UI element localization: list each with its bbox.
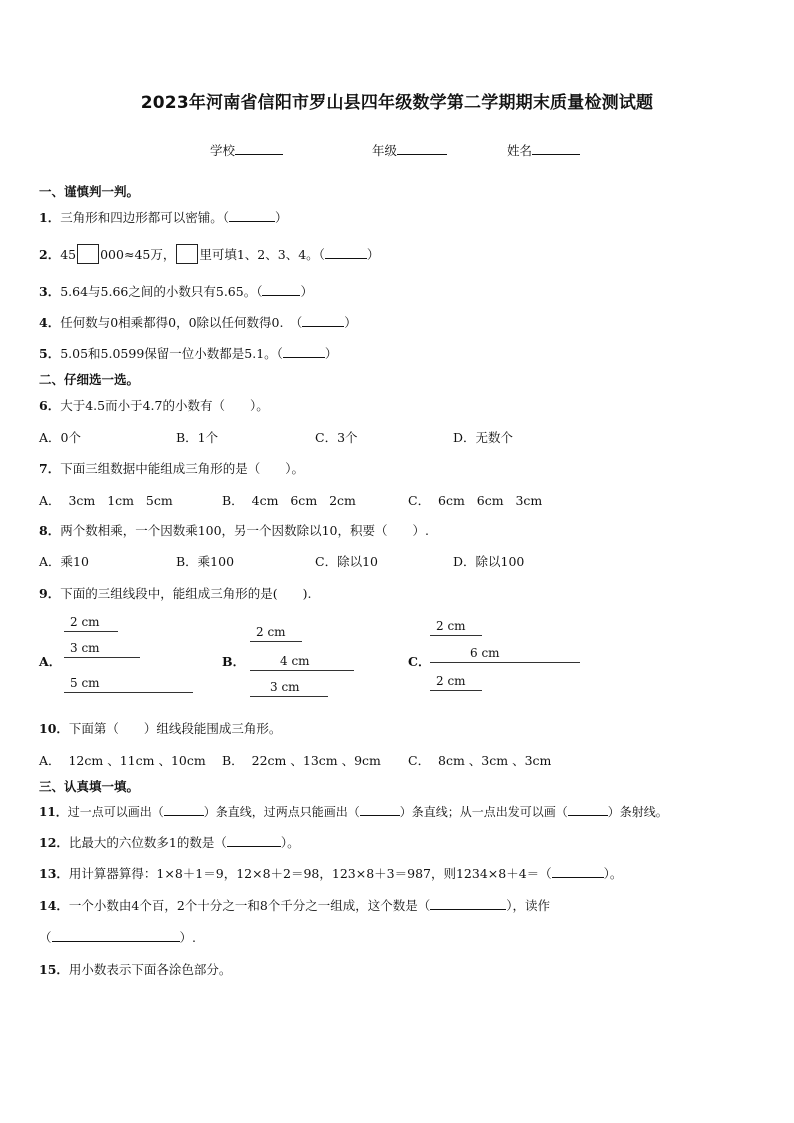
q8-option-b[interactable]: B．乘100 (176, 554, 235, 569)
section-1-heading: 一、谨慎判一判。 (39, 184, 140, 199)
grade-label: 年级 (372, 143, 398, 158)
question-3: 3．5.64与5.66之间的小数只有5.65。（ ） (39, 284, 313, 299)
digit-box (176, 244, 198, 264)
question-8: 8．两个数相乘，一个因数乘100，另一个因数除以10，积要（ ）. (39, 523, 429, 538)
segment-line (430, 688, 482, 691)
q9-option-c[interactable]: C． (408, 654, 431, 669)
q7-option-b[interactable]: B． 4cm 6cm 2cm (222, 493, 356, 508)
segment: 2 cm (430, 619, 482, 636)
segment-line (64, 655, 140, 658)
grade-field (372, 141, 447, 159)
answer-blank[interactable] (325, 246, 367, 259)
question-2: 2．45 000≈45万， 里可填1、2、3、4。（ ） (39, 245, 379, 266)
school-field (210, 141, 283, 159)
segment: 4 cm (250, 654, 354, 671)
q10-option-c[interactable]: C． 8cm 、3cm 、3cm (408, 753, 552, 768)
question-12: 12．比最大的六位数多1的数是（ ）。 (39, 835, 300, 850)
answer-blank[interactable] (568, 803, 608, 816)
answer-blank[interactable] (164, 803, 204, 816)
segment: 3 cm (64, 641, 140, 658)
answer-blank[interactable] (227, 834, 281, 847)
q6-option-d[interactable]: D．无数个 (453, 430, 514, 445)
question-15: 15．用小数表示下面各涂色部分。 (39, 962, 232, 977)
grade-blank[interactable] (397, 142, 447, 155)
segment: 2 cm (250, 625, 302, 642)
question-1: 1．三角形和四边形都可以密铺。（ ） (39, 210, 288, 225)
q9-option-b[interactable]: B． (222, 654, 246, 669)
question-9: 9．下面的三组线段中，能组成三角形的是( ). (39, 586, 312, 601)
answer-blank[interactable] (302, 314, 344, 327)
answer-blank[interactable] (430, 897, 506, 910)
section-2-heading: 二、仔细选一选。 (39, 372, 140, 387)
question-14: 14．一个小数由4个百，2个十分之一和8个千分之一组成，这个数是（ ），读作 (39, 898, 551, 913)
page-title: 2023年河南省信阳市罗山县四年级数学第二学期期末质量检测试题 (140, 93, 654, 113)
answer-blank[interactable] (52, 929, 180, 942)
question-4: 4．任何数与0相乘都得0，0除以任何数得0. （ ） (39, 315, 357, 330)
school-blank[interactable] (235, 142, 283, 155)
q7-option-a[interactable]: A． 3cm 1cm 5cm (39, 493, 173, 508)
section-3-heading: 三、认真填一填。 (39, 779, 140, 794)
school-label: 学校 (210, 143, 236, 158)
question-6: 6．大于4.5而小于4.7的小数有（ ）。 (39, 398, 269, 413)
q9-option-a[interactable]: A． (39, 654, 62, 669)
q7-option-c[interactable]: C． 6cm 6cm 3cm (408, 493, 543, 508)
segment-line (64, 690, 193, 693)
answer-blank[interactable] (283, 345, 325, 358)
q6-option-b[interactable]: B．1个 (176, 430, 219, 445)
q10-option-b[interactable]: B． 22cm 、13cm 、9cm (222, 753, 381, 768)
segment: 2 cm (64, 615, 118, 632)
segment-line (430, 633, 482, 636)
segment-line (64, 629, 118, 632)
name-label: 姓名 (507, 143, 533, 158)
answer-blank[interactable] (229, 209, 275, 222)
answer-blank[interactable] (552, 865, 604, 878)
segment: 6 cm (430, 646, 580, 663)
answer-blank[interactable] (262, 283, 300, 296)
answer-blank[interactable] (360, 803, 400, 816)
digit-box[interactable] (77, 244, 99, 264)
q8-option-c[interactable]: C．除以10 (315, 554, 378, 569)
q6-option-c[interactable]: C．3个 (315, 430, 358, 445)
segment-line (250, 639, 302, 642)
question-13: 13．用计算器算得：1×8＋1＝9，12×8＋2＝98，123×8＋3＝987，则1234×8＋4＝（ ）。 (39, 866, 623, 881)
q8-option-d[interactable]: D．除以100 (453, 554, 525, 569)
segment: 3 cm (250, 680, 328, 697)
question-11: 11．过一点可以画出（ ）条直线，过两点只能画出（ ）条直线；从一点出发可以画（ ）条射线。 (39, 805, 668, 819)
segment: 5 cm (64, 676, 193, 693)
segment-line (250, 694, 328, 697)
name-blank[interactable] (532, 142, 580, 155)
question-10: 10．下面第（ ）组线段能围成三角形。 (39, 721, 282, 736)
q10-option-a[interactable]: A． 12cm 、11cm 、10cm (39, 753, 206, 768)
q8-option-a[interactable]: A．乘10 (39, 554, 89, 569)
name-field (507, 141, 580, 159)
q6-option-a[interactable]: A．0个 (39, 430, 81, 445)
question-5: 5．5.05和5.0599保留一位小数都是5.1。（ ） (39, 346, 338, 361)
segment-line (430, 660, 580, 663)
segment: 2 cm (430, 674, 482, 691)
question-14-reading: （ ）. (39, 930, 196, 945)
question-7: 7．下面三组数据中能组成三角形的是（ ）。 (39, 461, 304, 476)
segment-line (250, 668, 354, 671)
